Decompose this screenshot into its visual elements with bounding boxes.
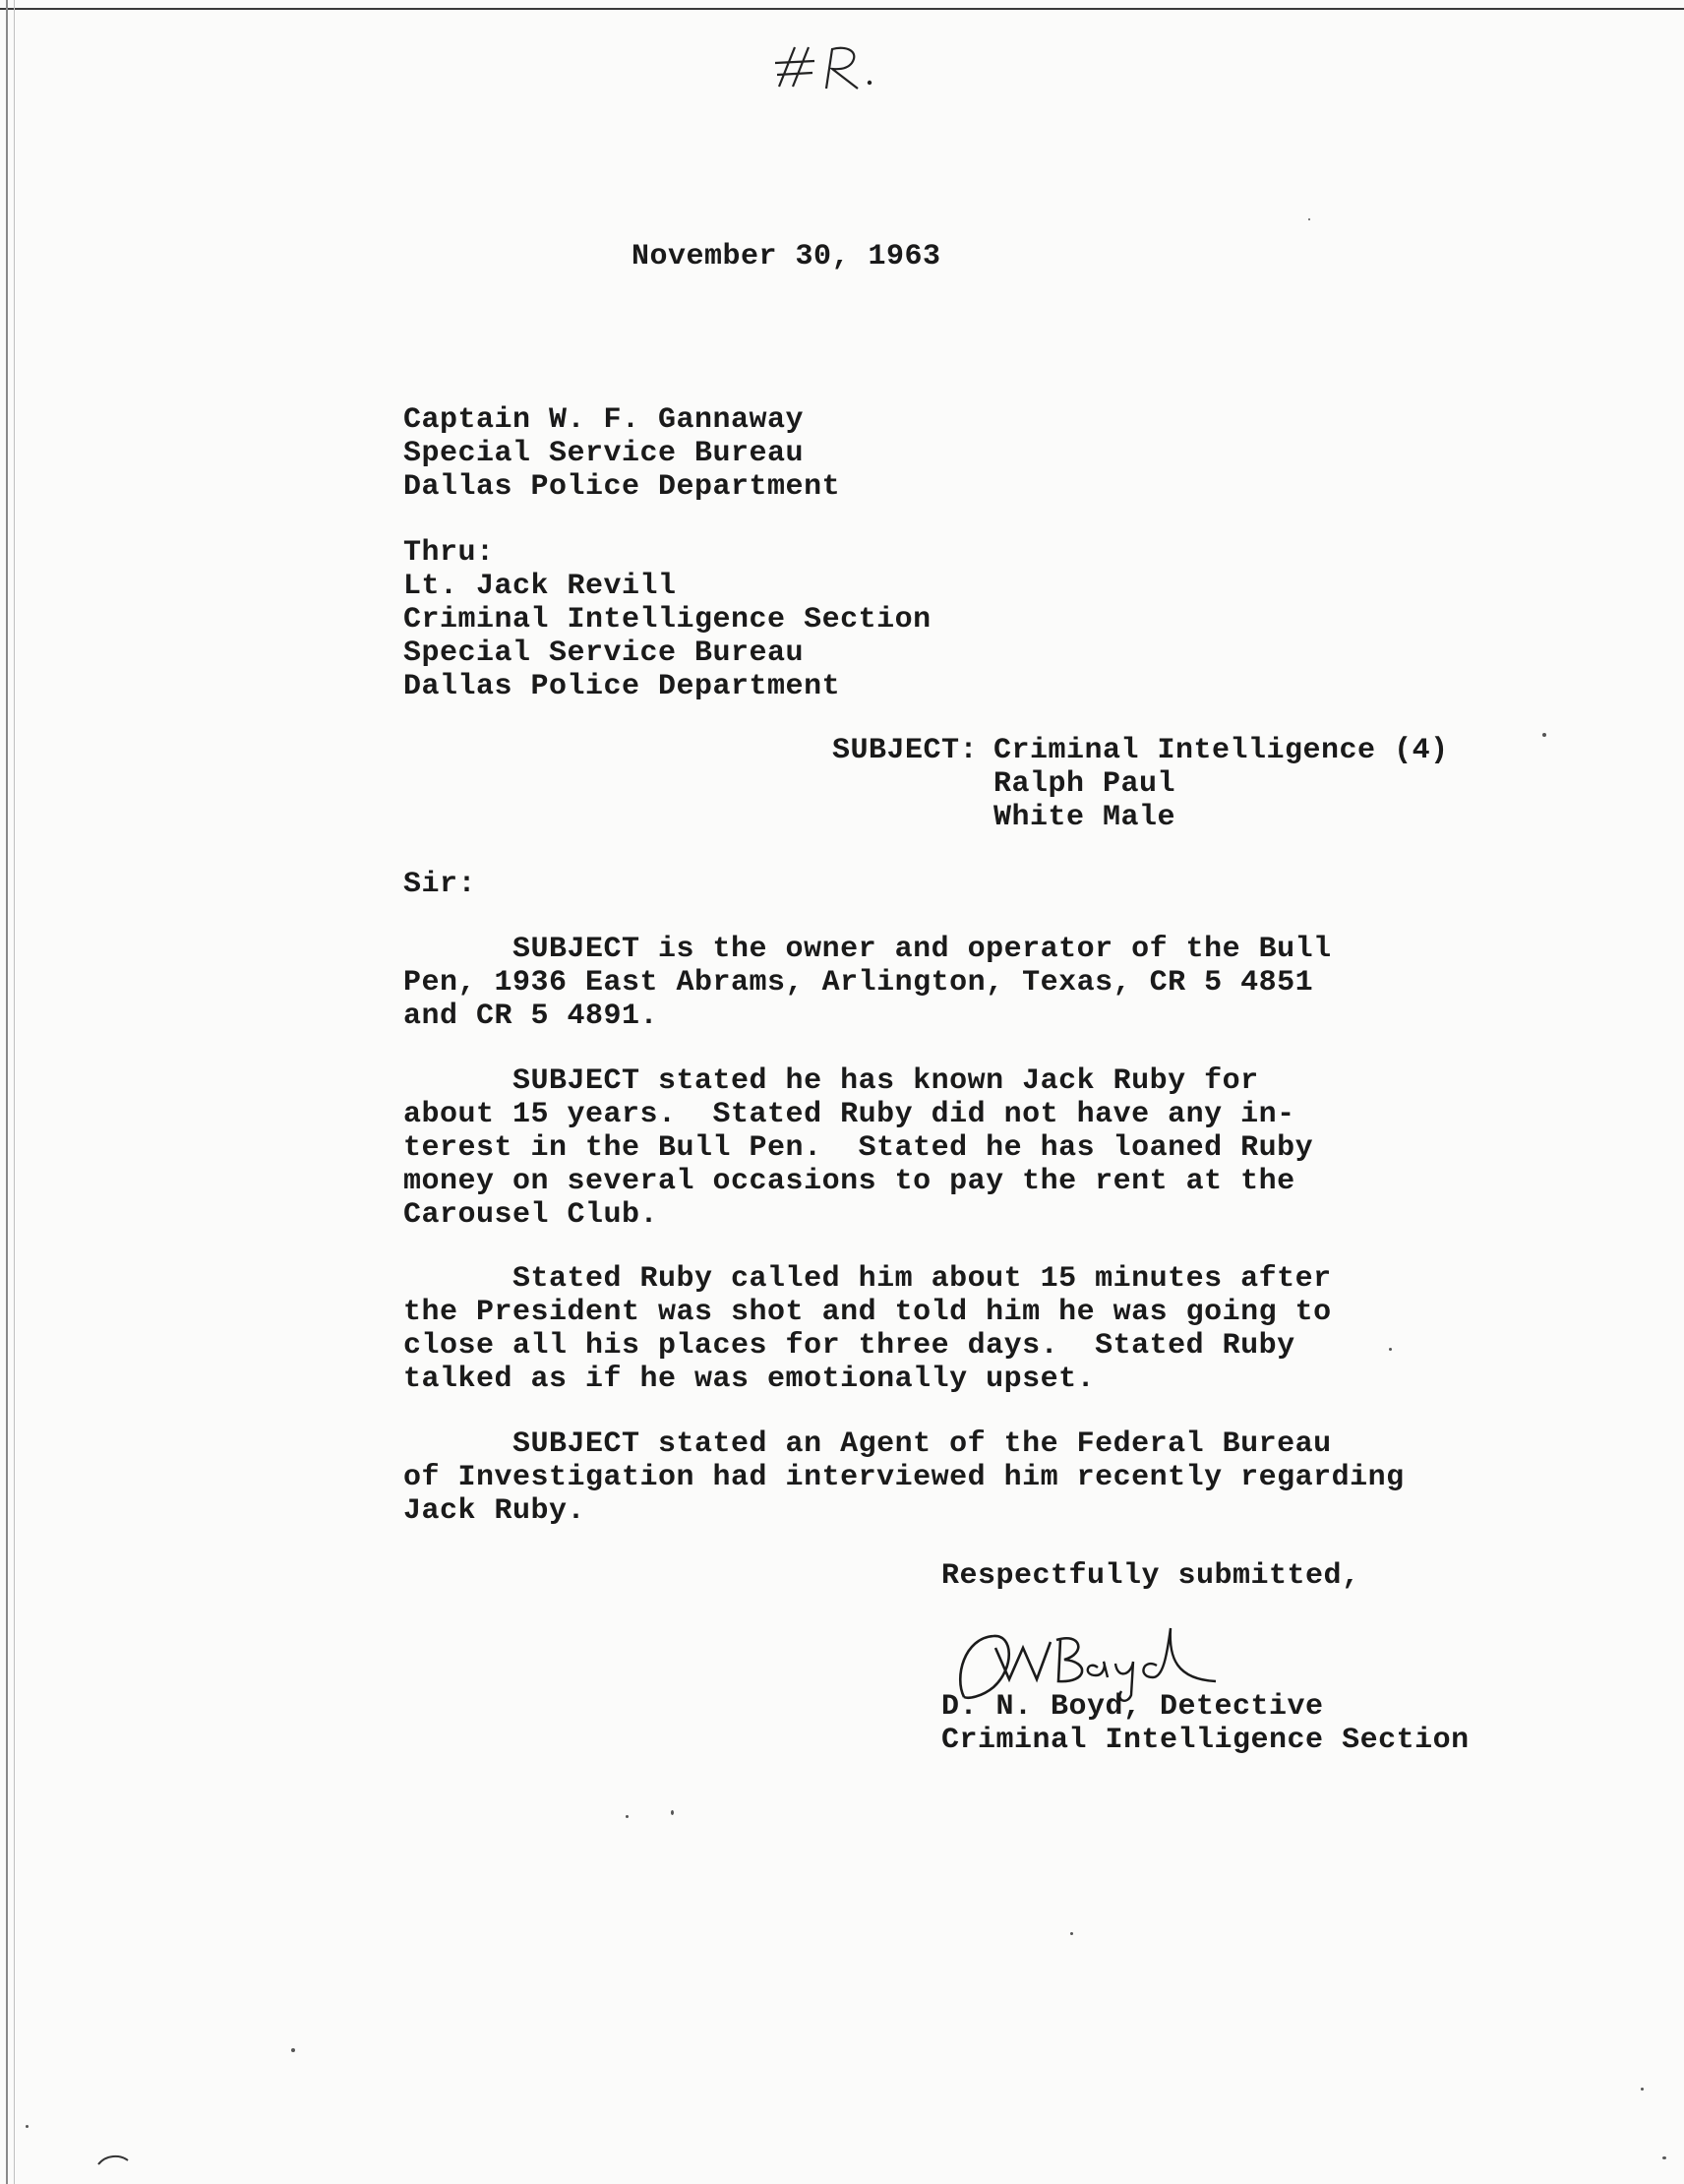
paragraph-1-line-1: SUBJECT is the owner and operator of the Bull xyxy=(403,933,1332,966)
addressee-line-2: Special Service Bureau xyxy=(403,437,805,470)
paragraph-2-line-2: about 15 years. Stated Ruby did not have any in- xyxy=(403,1098,1295,1131)
scan-speck xyxy=(291,2048,295,2052)
paragraph-3-line-3: close all his places for three days. Stated Ruby xyxy=(403,1329,1295,1363)
scan-speck xyxy=(1389,1348,1392,1351)
addressee-line-3: Dallas Police Department xyxy=(403,470,841,504)
salutation: Sir: xyxy=(403,868,477,901)
scan-speck xyxy=(626,1815,629,1818)
scan-speck xyxy=(1308,218,1310,220)
paragraph-4-line-2: of Investigation had interviewed him recently regarding xyxy=(403,1461,1405,1494)
scan-speck xyxy=(1542,733,1546,737)
left-edge-line xyxy=(6,0,8,2184)
scan-speck xyxy=(26,2125,29,2128)
paragraph-2-line-4: money on several occasions to pay the rent at the xyxy=(403,1165,1295,1198)
signer-section-line: Criminal Intelligence Section xyxy=(941,1724,1470,1757)
subject-label: SUBJECT: xyxy=(832,734,979,767)
top-edge-line xyxy=(0,8,1684,10)
letter-date: November 30, 1963 xyxy=(632,240,941,273)
thru-line-2: Criminal Intelligence Section xyxy=(403,603,932,637)
paragraph-2-line-5: Carousel Club. xyxy=(403,1198,659,1232)
handwritten-note-mark xyxy=(769,39,877,98)
paragraph-3-line-2: the President was shot and told him he was going to xyxy=(403,1296,1332,1329)
thru-line-1: Lt. Jack Revill xyxy=(403,570,677,603)
paragraph-4-line-3: Jack Ruby. xyxy=(403,1494,586,1528)
thru-line-4: Dallas Police Department xyxy=(403,670,841,703)
subject-line-3: White Male xyxy=(993,801,1176,834)
thru-label: Thru: xyxy=(403,536,495,570)
paragraph-1-line-3: and CR 5 4891. xyxy=(403,1000,659,1033)
scan-curl-mark xyxy=(94,2151,134,2170)
scan-speck xyxy=(671,1810,674,1815)
closing: Respectfully submitted, xyxy=(941,1559,1360,1593)
left-edge-line-inner xyxy=(14,0,15,2184)
scan-speck xyxy=(1641,2088,1644,2091)
paragraph-3-line-1: Stated Ruby called him about 15 minutes after xyxy=(403,1262,1332,1296)
paragraph-2-line-1: SUBJECT stated he has known Jack Ruby for xyxy=(403,1064,1259,1098)
paragraph-3-line-4: talked as if he was emotionally upset. xyxy=(403,1363,1096,1396)
paragraph-2-line-3: terest in the Bull Pen. Stated he has loaned Ruby xyxy=(403,1131,1314,1165)
thru-line-3: Special Service Bureau xyxy=(403,637,805,670)
addressee-line-1: Captain W. F. Gannaway xyxy=(403,403,805,437)
subject-line-2: Ralph Paul xyxy=(993,767,1176,801)
paragraph-1-line-2: Pen, 1936 East Abrams, Arlington, Texas, CR 5 4851 xyxy=(403,966,1314,1000)
paragraph-4-line-1: SUBJECT stated an Agent of the Federal Bureau xyxy=(403,1427,1332,1461)
subject-line-1: Criminal Intelligence (4) xyxy=(993,734,1449,767)
signer-name-line: D. N. Boyd, Detective xyxy=(941,1690,1324,1724)
scan-speck xyxy=(1662,2156,1666,2159)
scan-speck xyxy=(1070,1932,1073,1935)
